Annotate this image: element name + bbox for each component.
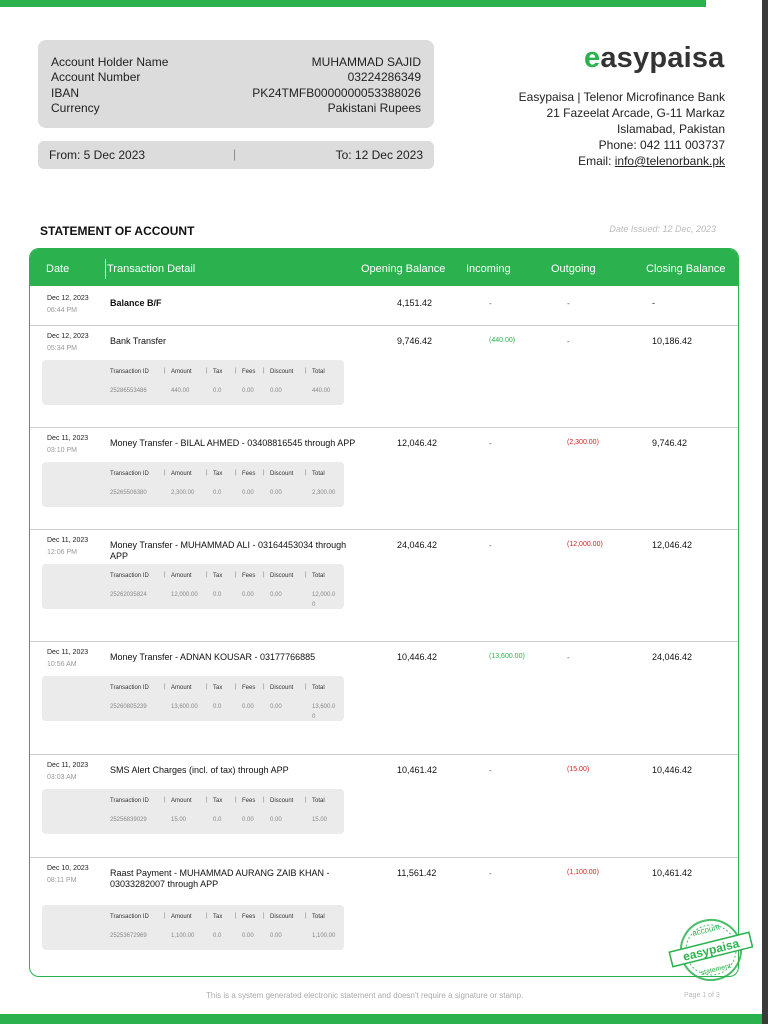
sub-transaction-id-header: Transaction ID [110, 914, 149, 920]
top-accent-bar [0, 0, 706, 7]
sub-fees-header: Fees [242, 573, 256, 579]
bank-phone: Phone: 042 111 003737 [598, 138, 725, 152]
statement-period [38, 141, 434, 169]
sub-fees-header: Fees [242, 685, 256, 691]
sub-amount-header: Amount [171, 685, 192, 691]
row-incoming: - [489, 299, 492, 308]
breakdown-divider: | [263, 572, 265, 578]
svg-text:account: account [691, 922, 721, 938]
currency-value: Pakistani Rupees [327, 101, 421, 115]
sub-amount-header: Amount [171, 573, 192, 579]
bank-address-1: 21 Fazeelat Arcade, G-11 Markaz [546, 106, 725, 120]
sub-transaction-id-header: Transaction ID [110, 798, 149, 804]
breakdown-divider: | [305, 797, 307, 803]
sub-tax-value: 0.0 [213, 817, 222, 823]
sub-fees-header: Fees [242, 798, 256, 804]
header-divider [105, 259, 106, 279]
breakdown-divider: | [263, 470, 265, 476]
currency-row [51, 101, 421, 116]
bank-email-line [519, 153, 725, 169]
row-opening-balance: 10,446.42 [397, 652, 438, 662]
breakdown-divider: | [206, 368, 208, 374]
account-number-label: Account Number [51, 70, 141, 84]
row-closing-balance: 10,461.42 [652, 868, 693, 878]
breakdown-divider: | [305, 684, 307, 690]
bank-name: Easypaisa | Telenor Microfinance Bank [518, 90, 725, 104]
row-divider [30, 754, 739, 755]
row-date: Dec 12, 2023 [47, 333, 89, 340]
breakdown-divider: | [263, 368, 265, 374]
row-time: 06:44 PM [47, 307, 77, 314]
sub-fees-value: 0.00 [242, 388, 254, 394]
sub-transaction-id-header: Transaction ID [110, 573, 149, 579]
breakdown-divider: | [305, 572, 307, 578]
breakdown-divider: | [235, 797, 237, 803]
row-closing-balance: 12,046.42 [652, 540, 693, 550]
breakdown-divider: | [206, 797, 208, 803]
row-opening-balance: 11,561.42 [397, 868, 437, 878]
sub-total-value: 15.00 [312, 817, 328, 823]
row-divider [30, 529, 739, 530]
period-separator: | [233, 147, 237, 161]
sub-discount-header: Discount [270, 685, 294, 691]
sub-amount-value: 12,000.00 [171, 592, 198, 598]
sub-fees-value: 0.00 [242, 592, 254, 598]
sub-amount-header: Amount [171, 369, 192, 375]
transaction-breakdown [42, 905, 344, 950]
sub-total-header: Total [312, 471, 325, 477]
row-incoming: - [489, 541, 492, 550]
sub-amount-header: Amount [171, 471, 192, 477]
sub-total-header: Total [312, 914, 325, 920]
breakdown-divider: | [206, 684, 208, 690]
sub-amount-value: 1,100.00 [171, 933, 195, 939]
sub-tax-value: 0.0 [213, 592, 222, 598]
row-incoming: (13,600.00) [489, 653, 525, 660]
sub-fees-value: 0.00 [242, 490, 254, 496]
sub-amount-value: 2,300.00 [171, 490, 195, 496]
row-date: Dec 11, 2023 [47, 537, 89, 544]
breakdown-divider: | [305, 913, 307, 919]
row-closing-balance: 9,746.42 [652, 438, 688, 448]
account-info-box [38, 40, 434, 128]
breakdown-divider: | [235, 913, 237, 919]
col-detail: Transaction Detail [107, 263, 196, 275]
transaction-breakdown [42, 462, 344, 507]
row-outgoing: (15.00) [567, 766, 590, 773]
row-detail: Money Transfer - BILAL AHMED - 03408816545 through APP [110, 438, 356, 448]
sub-transaction-id-value: 25265506380 [110, 490, 147, 496]
breakdown-divider: | [164, 797, 166, 803]
sub-transaction-id-value: 25256839029 [110, 817, 147, 823]
row-date: Dec 11, 2023 [47, 762, 89, 769]
sub-fees-value: 0.00 [242, 817, 254, 823]
sub-tax-header: Tax [213, 471, 223, 477]
breakdown-divider: | [235, 470, 237, 476]
iban-label: IBAN [51, 86, 80, 100]
sub-fees-header: Fees [242, 914, 256, 920]
row-closing-balance: - [652, 298, 655, 308]
row-incoming: - [489, 869, 492, 878]
sub-amount-value: 15.00 [171, 817, 187, 823]
sub-fees-header: Fees [242, 471, 256, 477]
sub-fees-header: Fees [242, 369, 256, 375]
row-time: 10:56 AM [47, 661, 77, 668]
row-opening-balance: 4,151.42 [397, 298, 433, 308]
transaction-breakdown [42, 564, 344, 609]
currency-label: Currency [51, 101, 100, 115]
statement-title: STATEMENT OF ACCOUNT [40, 224, 195, 238]
sub-discount-value: 0.00 [270, 817, 282, 823]
sub-discount-value: 0.00 [270, 490, 282, 496]
sub-discount-header: Discount [270, 798, 294, 804]
sub-total-header: Total [312, 685, 325, 691]
row-time: 08:11 PM [47, 877, 77, 884]
transactions-table [29, 248, 739, 977]
bank-contact-info [519, 89, 725, 169]
sub-discount-header: Discount [270, 471, 294, 477]
sub-tax-value: 0.0 [213, 388, 222, 394]
sub-amount-header: Amount [171, 914, 192, 920]
row-date: Dec 10, 2023 [47, 865, 89, 872]
sub-transaction-id-header: Transaction ID [110, 685, 149, 691]
sub-tax-value: 0.0 [213, 704, 222, 710]
row-detail: Balance B/F [110, 298, 162, 308]
transaction-breakdown [42, 360, 344, 405]
breakdown-divider: | [206, 913, 208, 919]
breakdown-divider: | [305, 470, 307, 476]
row-detail: SMS Alert Charges (incl. of tax) through APP [110, 765, 289, 775]
email-link[interactable]: info@telenorbank.pk [614, 154, 725, 168]
row-detail: Bank Transfer [110, 336, 167, 346]
bottom-accent-bar [0, 1014, 762, 1024]
sub-total-header: Total [312, 573, 325, 579]
row-opening-balance: 12,046.42 [397, 438, 438, 448]
row-opening-balance: 10,461.42 [397, 765, 438, 775]
svg-text:statement: statement [700, 962, 732, 978]
iban-row [51, 86, 421, 101]
row-time: 05:34 PM [47, 345, 77, 352]
account-number-row [51, 70, 421, 85]
row-closing-balance: 24,046.42 [652, 652, 693, 662]
row-closing-balance: 10,446.42 [652, 765, 693, 775]
svg-text:easypaisa: easypaisa [681, 936, 741, 964]
sub-total-value: 1,100.00 [312, 933, 336, 939]
row-incoming: - [489, 766, 492, 775]
page-number: Page 1 of 3 [684, 992, 720, 999]
sub-amount-value: 440.00 [171, 388, 190, 394]
row-detail: Raast Payment - MUHAMMAD AURANG ZAIB KHAN - 03033282007 through APP [110, 868, 330, 889]
sub-transaction-id-value: 25253672969 [110, 933, 147, 939]
row-outgoing: (12,000.00) [567, 541, 603, 548]
breakdown-divider: | [263, 797, 265, 803]
row-outgoing: - [567, 299, 570, 308]
row-date: Dec 12, 2023 [47, 295, 89, 302]
breakdown-divider: | [164, 913, 166, 919]
footer-note: This is a system generated electronic statement and doesn't require a signature or stamp. [206, 991, 524, 1000]
account-number-value: 03224286349 [347, 70, 421, 84]
email-label: Email: [578, 154, 615, 168]
breakdown-divider: | [164, 470, 166, 476]
holder-row [51, 55, 421, 70]
row-time: 03:10 PM [47, 447, 77, 454]
row-incoming: - [489, 439, 492, 448]
date-issued: Date Issued: 12 Dec, 2023 [609, 224, 716, 234]
sub-tax-header: Tax [213, 573, 223, 579]
sub-discount-header: Discount [270, 914, 294, 920]
sub-total-value: 12,000.0 0 [312, 592, 336, 608]
col-closing: Closing Balance [646, 263, 726, 275]
sub-discount-value: 0.00 [270, 704, 282, 710]
sub-discount-value: 0.00 [270, 388, 282, 394]
transaction-breakdown [42, 676, 344, 721]
period-from: From: 5 Dec 2023 [49, 148, 146, 162]
col-date: Date [46, 263, 70, 275]
row-date: Dec 11, 2023 [47, 435, 89, 442]
sub-total-value: 440.00 [312, 388, 331, 394]
sub-tax-header: Tax [213, 914, 223, 920]
row-divider [30, 325, 739, 326]
sub-transaction-id-value: 25262035824 [110, 592, 147, 598]
breakdown-divider: | [164, 572, 166, 578]
sub-amount-header: Amount [171, 798, 192, 804]
sub-total-value: 2,300.00 [312, 490, 336, 496]
breakdown-divider: | [263, 913, 265, 919]
iban-value: PK24TMFB0000000053388026 [252, 86, 421, 100]
breakdown-divider: | [164, 684, 166, 690]
row-opening-balance: 9,746.42 [397, 336, 433, 346]
table-header [30, 249, 738, 286]
col-incoming: Incoming [466, 263, 511, 275]
sub-tax-value: 0.0 [213, 490, 222, 496]
row-closing-balance: 10,186.42 [652, 336, 693, 346]
breakdown-divider: | [235, 572, 237, 578]
row-outgoing: - [567, 653, 570, 662]
row-outgoing: - [567, 337, 570, 346]
sub-total-header: Total [312, 369, 325, 375]
sub-total-header: Total [312, 798, 325, 804]
breakdown-divider: | [164, 368, 166, 374]
sub-transaction-id-value: 25286553486 [110, 388, 147, 394]
sub-tax-header: Tax [213, 798, 223, 804]
breakdown-divider: | [305, 368, 307, 374]
row-date: Dec 11, 2023 [47, 649, 89, 656]
breakdown-divider: | [206, 572, 208, 578]
breakdown-divider: | [235, 368, 237, 374]
row-outgoing: (1,100.00) [567, 869, 599, 876]
col-outgoing: Outgoing [551, 263, 596, 275]
bank-address-2: Islamabad, Pakistan [616, 122, 725, 136]
sub-fees-value: 0.00 [242, 704, 254, 710]
easypaisa-logo: easypaisa [584, 42, 725, 74]
row-detail: Money Transfer - MUHAMMAD ALI - 03164453034 through APP [110, 540, 347, 561]
row-outgoing: (2,300.00) [567, 439, 599, 446]
row-time: 12:06 PM [47, 549, 77, 556]
sub-tax-header: Tax [213, 685, 223, 691]
row-time: 03:03 AM [47, 774, 77, 781]
row-detail: Money Transfer - ADNAN KOUSAR - 03177766885 [110, 652, 316, 662]
sub-discount-value: 0.00 [270, 933, 282, 939]
row-divider [30, 857, 739, 858]
sub-amount-value: 13,600.00 [171, 704, 198, 710]
sub-fees-value: 0.00 [242, 933, 254, 939]
sub-transaction-id-header: Transaction ID [110, 471, 149, 477]
period-to: To: 12 Dec 2023 [335, 148, 423, 162]
row-opening-balance: 24,046.42 [397, 540, 438, 550]
row-divider [30, 427, 739, 428]
breakdown-divider: | [206, 470, 208, 476]
breakdown-divider: | [263, 684, 265, 690]
sub-transaction-id-header: Transaction ID [110, 369, 149, 375]
holder-value: MUHAMMAD SAJID [311, 55, 421, 69]
transaction-breakdown [42, 789, 344, 834]
holder-label: Account Holder Name [51, 55, 169, 69]
col-opening: Opening Balance [361, 263, 446, 275]
sub-discount-header: Discount [270, 369, 294, 375]
row-divider [30, 641, 739, 642]
sub-tax-header: Tax [213, 369, 223, 375]
sub-discount-value: 0.00 [270, 592, 282, 598]
sub-transaction-id-value: 25260805239 [110, 704, 147, 710]
sub-discount-header: Discount [270, 573, 294, 579]
breakdown-divider: | [235, 684, 237, 690]
sub-total-value: 13,600.0 0 [312, 704, 336, 720]
sub-tax-value: 0.0 [213, 933, 222, 939]
row-incoming: (440.00) [489, 337, 516, 344]
